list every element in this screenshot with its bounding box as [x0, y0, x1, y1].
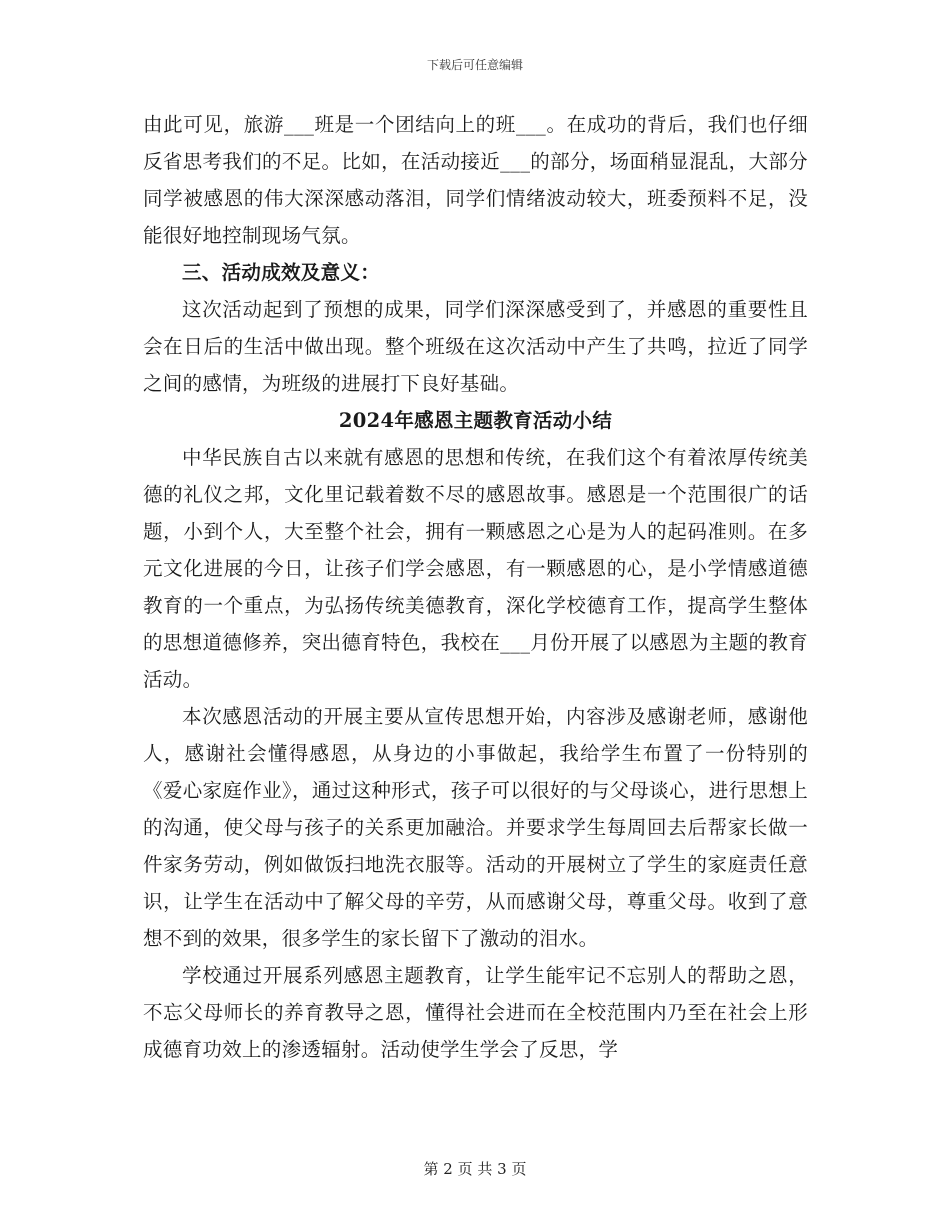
header-note: 下载后可任意编辑: [426, 58, 523, 72]
paragraph-3: 中华民族自古以来就有感恩的思想和传统，在我们这个有着浓厚传统美德的礼仪之邦，文化里记载着数不尽的感恩故事。感恩是一个范围很广的话题，小到个人，大至整个社会，拥有一颗感恩之心是为人的起码准则。在多元文化进展的今日，让孩子们学会感恩，有一颗感恩的心，是小学情感道德教育的一个重点，为弘扬传统美德教育，深化学校德育工作，提高学生整体的思想道德修养，突出德育特色，我校在___月份开展了以感恩为主题的教育活动。: [143, 446, 808, 691]
paragraph-1: 由此可见，旅游___班是一个团结向上的班___。在成功的背后，我们也仔细反省思考我们的不足。比如，在活动接近___的部分，场面稍显混乱，大部分同学被感恩的伟大深深感动落泪，同学们情绪波动较大，班委预料不足，没能很好地控制现场气氛。: [143, 113, 808, 247]
page-indicator: 第 2 页 共 3 页: [423, 1160, 527, 1178]
paragraph-4: 本次感恩活动的开展主要从宣传思想开始，内容涉及感谢老师，感谢他人，感谢社会懂得感恩，从身边的小事做起，我给学生布置了一份特别的《爱心家庭作业》，通过这种形式，孩子可以很好的与父母谈心，进行思想上的沟通，使父母与孩子的关系更加融洽。并要求学生每周回去后帮家长做一件家务劳动，例如做饭扫地洗衣服等。活动的开展树立了学生的家庭责任意识，让学生在活动中了解父母的辛劳，从而感谢父母，尊重父母。收到了意想不到的效果，很多学生的家长留下了激动的泪水。: [143, 705, 808, 950]
paragraph-5: 学校通过开展系列感恩主题教育，让学生能牢记不忘别人的帮助之恩，不忘父母师长的养育教导之恩，懂得社会进而在全校范围内乃至在社会上形成德育功效上的渗透辐射。活动使学生学会了反思，学: [143, 964, 808, 1061]
section-heading-3: 三、活动成效及意义：: [182, 261, 381, 284]
paragraph-2: 这次活动起到了预想的成果，同学们深深感受到了，并感恩的重要性且会在日后的生活中做出现。整个班级在这次活动中产生了共鸣，拉近了同学之间的感情，为班级的进展打下良好基础。: [143, 298, 808, 395]
document-title: 2024年感恩主题教育活动小结: [338, 409, 613, 432]
document-body: [143, 106, 808, 1068]
